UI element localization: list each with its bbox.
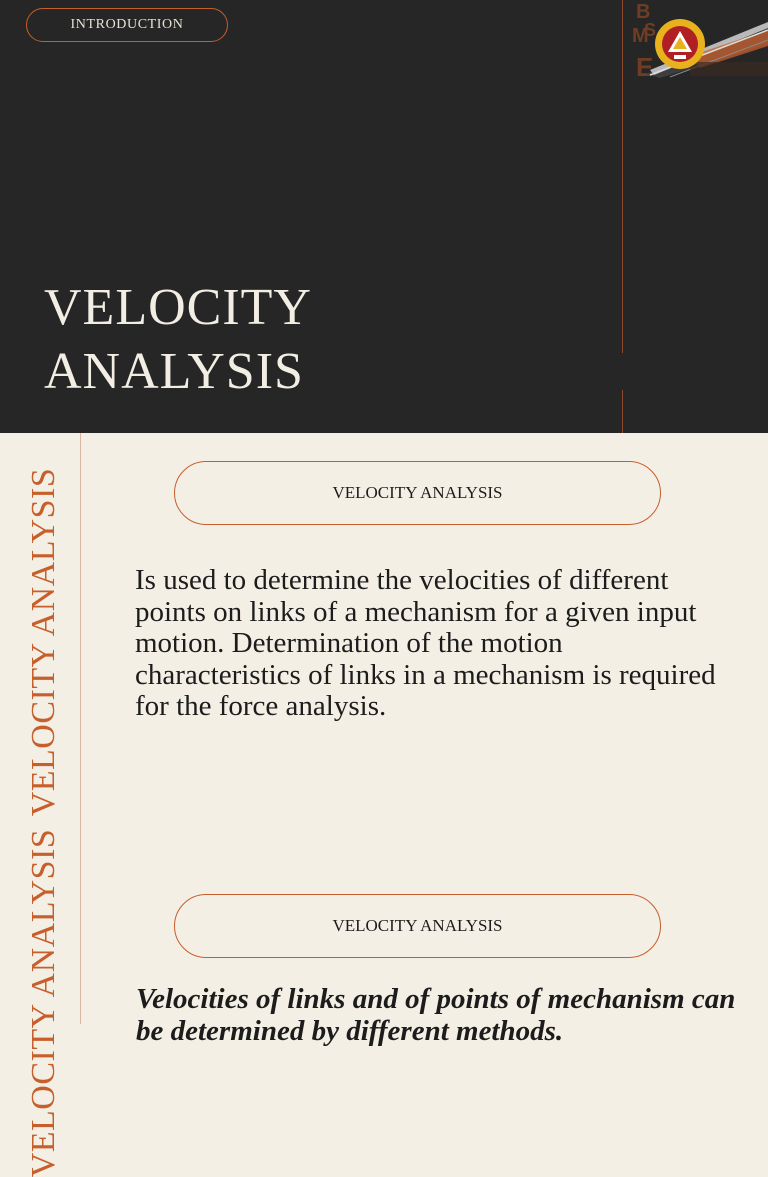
slide-heading-pill: VELOCITY ANALYSIS [174,461,661,525]
side-divider [80,433,81,1024]
side-title: VELOCITY ANALYSIS [25,467,62,817]
university-seal-icon [655,19,705,69]
definition-slide [0,433,768,1177]
bmse-logo [630,0,768,80]
side-title: VELOCITY ANALYSIS [25,828,62,1177]
vertical-divider [622,390,623,433]
definition-text: Is used to determine the velocities of different points on links of a mechanism for a given input motion. Determination of the motion characteristics of links in a mechanism is required for the force analysis. [135,564,716,722]
svg-text:E: E [636,52,654,82]
page-title-line-2: ANALYSIS [44,343,304,400]
svg-text:M: M [632,25,649,47]
svg-text:S: S [644,20,657,40]
svg-text:B: B [636,1,651,23]
section-label: INTRODUCTION [26,8,228,42]
vertical-divider [622,0,623,353]
methods-text: Velocities of links and of points of mechanism can be determined by different methods. [136,983,736,1047]
slide-heading-pill: VELOCITY ANALYSIS [174,894,661,958]
intro-slide [0,0,768,433]
page-title-line-1: VELOCITY [44,279,312,336]
